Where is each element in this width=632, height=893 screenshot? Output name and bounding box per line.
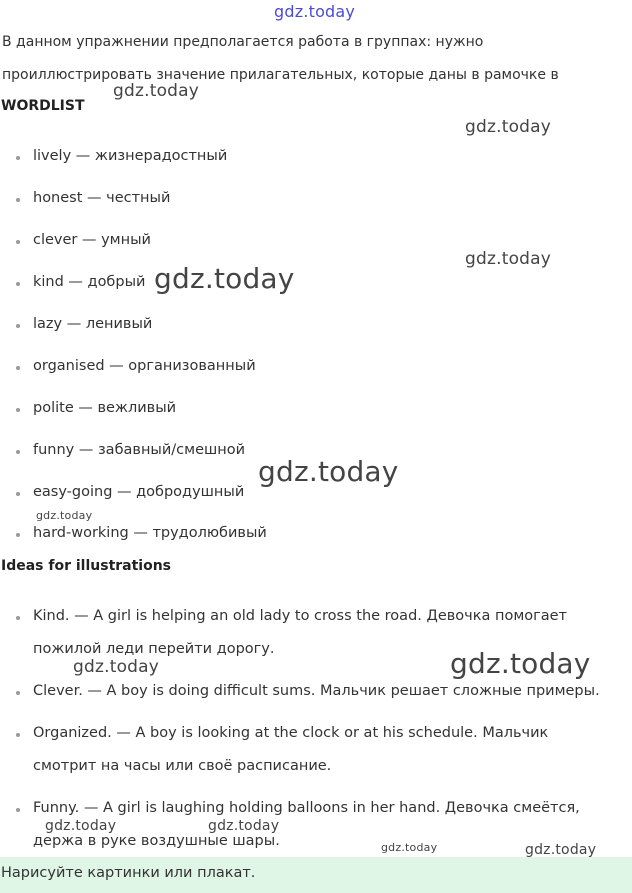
idea-item: Kind. — A girl is helping an old lady to cross the road. Девочка помогает [33,608,568,624]
bullet-icon [16,492,20,496]
bullet-icon [16,450,20,454]
footer-text: Нарисуйте картинки или плакат. [1,865,256,881]
bullet-icon [16,733,20,737]
wordlist-item: funny — забавный/смешной [33,442,246,458]
bullet-icon [16,240,20,244]
intro-line: В данном упражнении предполагается работа в группах: нужно [2,34,484,50]
footer-note [0,857,632,893]
idea-item-continued: смотрит на часы или своё расписание. [33,758,332,774]
bullet-icon [16,156,20,160]
wordlist-item: organised — организованный [33,358,256,374]
watermark: gdz.today [525,842,597,858]
wordlist-item: kind — добрый [33,274,146,290]
intro-line: проиллюстрировать значение прилагательных, которые даны в рамочке в [2,67,559,83]
bullet-icon [16,616,20,620]
watermark: gdz.today [258,455,399,488]
wordlist-item: easy-going — добродушный [33,484,245,500]
wordlist-label: WORDLIST [1,98,85,114]
idea-item: Organized. — A boy is looking at the clock or at his schedule. Мальчик [33,725,549,741]
idea-item: Funny. — A girl is laughing holding balloons in her hand. Девочка смеётся, [33,800,580,816]
watermark: gdz.today [465,117,552,137]
bullet-icon [16,282,20,286]
wordlist-item: lazy — ленивый [33,316,153,332]
idea-item: Clever. — A boy is doing difficult sums. Мальчик решает сложные примеры. [33,683,600,699]
bullet-icon [16,198,20,202]
watermark: gdz.today [274,2,356,21]
bullet-icon [16,408,20,412]
wordlist-item: clever — умный [33,232,151,248]
bullet-icon [16,808,20,812]
wordlist-item: honest — честный [33,190,171,206]
bullet-icon [16,324,20,328]
bullet-icon [16,366,20,370]
watermark: gdz.today [154,262,295,295]
idea-item-continued: держа в руке воздушные шары. [33,833,280,849]
wordlist-item: polite — вежливый [33,400,177,416]
ideas-heading: Ideas for illustrations [1,558,172,574]
watermark: gdz.today [73,657,160,677]
watermark: gdz.today [208,818,280,834]
watermark: gdz.today [36,509,93,522]
watermark: gdz.today [465,249,552,269]
watermark: gdz.today [450,647,591,680]
wordlist-item: lively — жизнерадостный [33,148,228,164]
watermark: gdz.today [45,818,117,834]
wordlist-item: hard-working — трудолюбивый [33,525,267,541]
watermark: gdz.today [381,841,438,854]
watermark: gdz.today [113,81,200,101]
bullet-icon [16,691,20,695]
idea-item-continued: пожилой леди перейти дорогу. [33,641,275,657]
bullet-icon [16,533,20,537]
